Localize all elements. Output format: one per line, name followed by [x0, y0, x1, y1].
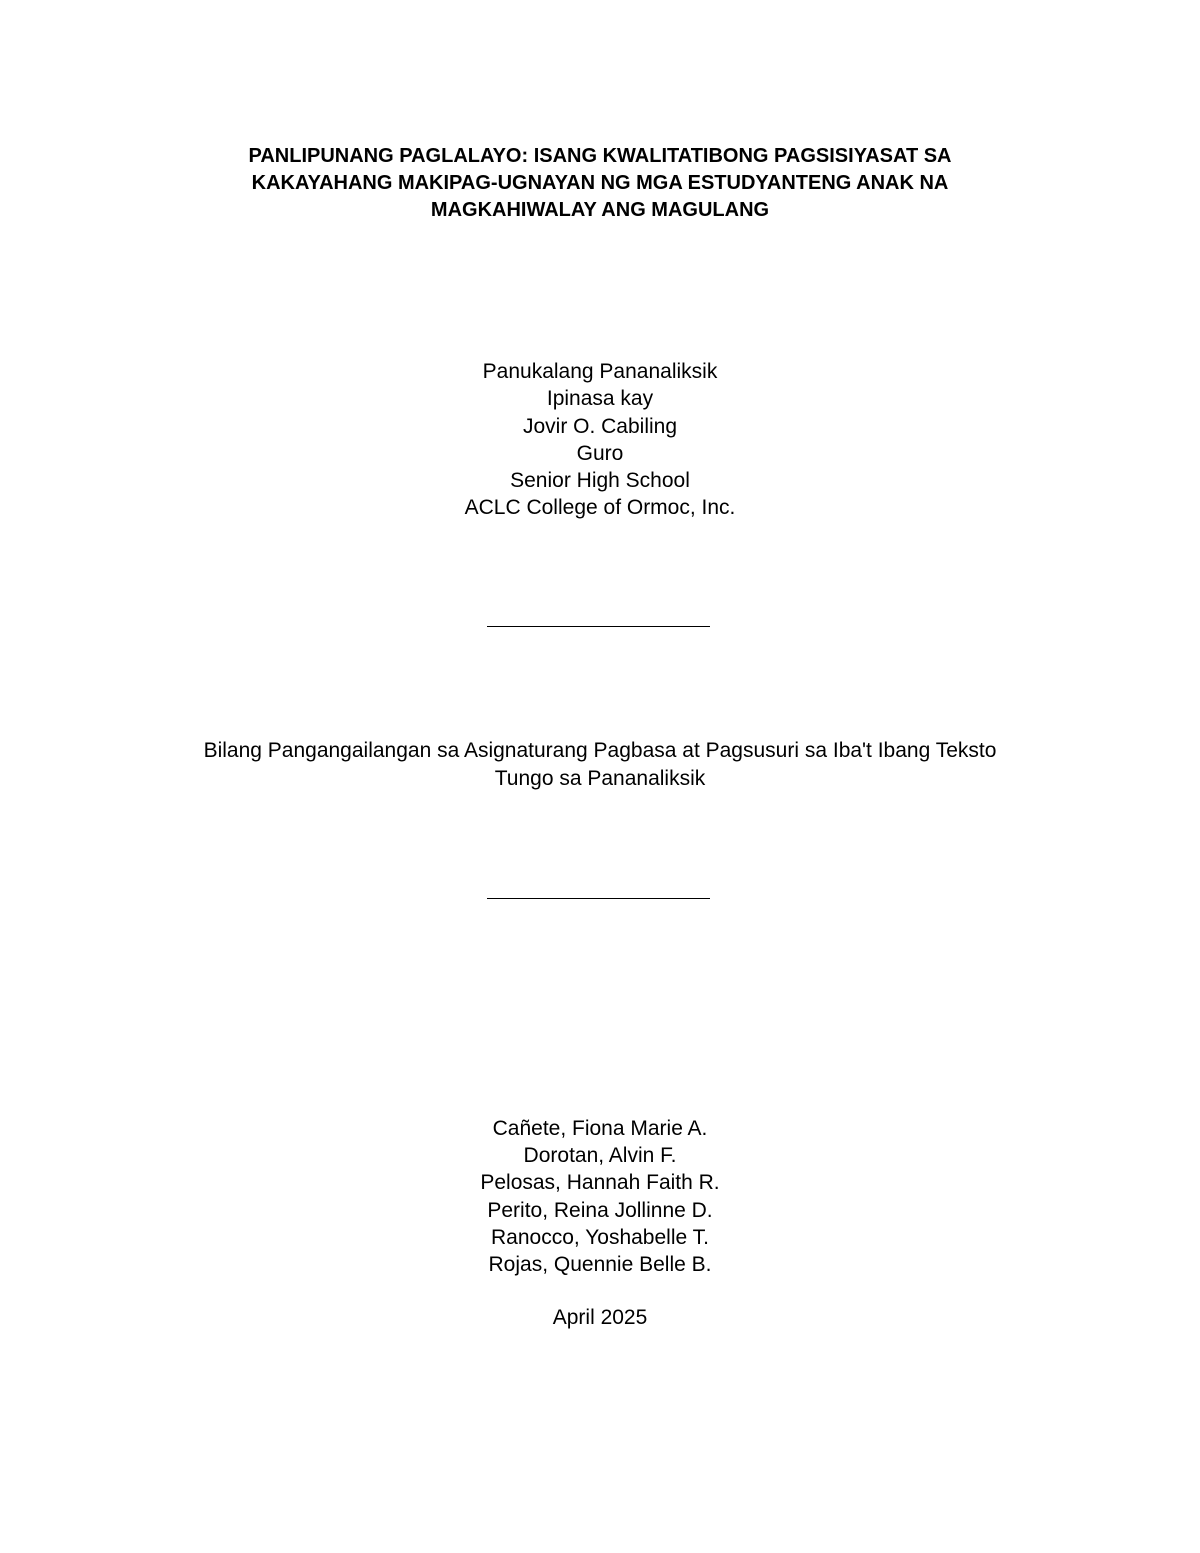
document-title [0, 143, 1200, 224]
requirement-line: Tungo sa Pananaliksik [494, 766, 706, 790]
institution: ACLC College of Ormoc, Inc. [464, 496, 736, 520]
divider-line [487, 898, 710, 899]
author-name: Pelosas, Hannah Faith R. [480, 1171, 720, 1195]
requirement-line: Bilang Pangangailangan sa Asignaturang Pagbasa at Pagsusuri sa Iba't Ibang Teksto [203, 739, 997, 762]
adviser-name: Jovir O. Cabiling [522, 414, 678, 438]
title-line: MAGKAHIWALAY ANG MAGULANG [430, 199, 770, 221]
submission-info [0, 358, 1200, 522]
divider-line [487, 626, 710, 627]
author-name: Dorotan, Alvin F. [523, 1144, 677, 1168]
course-requirement [0, 737, 1200, 792]
submitted-to-label: Ipinasa kay [546, 387, 654, 411]
title-line: PANLIPUNANG PAGLALAYO: ISANG KWALITATIBONG PAGSISIYASAT SA [248, 145, 952, 167]
submission-date: April 2025 [552, 1306, 648, 1329]
document-type: Panukalang Pananaliksik [482, 360, 718, 383]
author-name: Rojas, Quennie Belle B. [488, 1253, 712, 1277]
adviser-role: Guro [576, 441, 624, 465]
author-name: Perito, Reina Jollinne D. [487, 1198, 713, 1222]
department: Senior High School [510, 469, 690, 493]
author-name: Ranocco, Yoshabelle T. [491, 1225, 709, 1249]
title-line: KAKAYAHANG MAKIPAG-UGNAYAN NG MGA ESTUDYANTENG ANAK NA [251, 172, 949, 194]
author-list [0, 1115, 1200, 1278]
author-name: Cañete, Fiona Marie A. [492, 1117, 708, 1140]
